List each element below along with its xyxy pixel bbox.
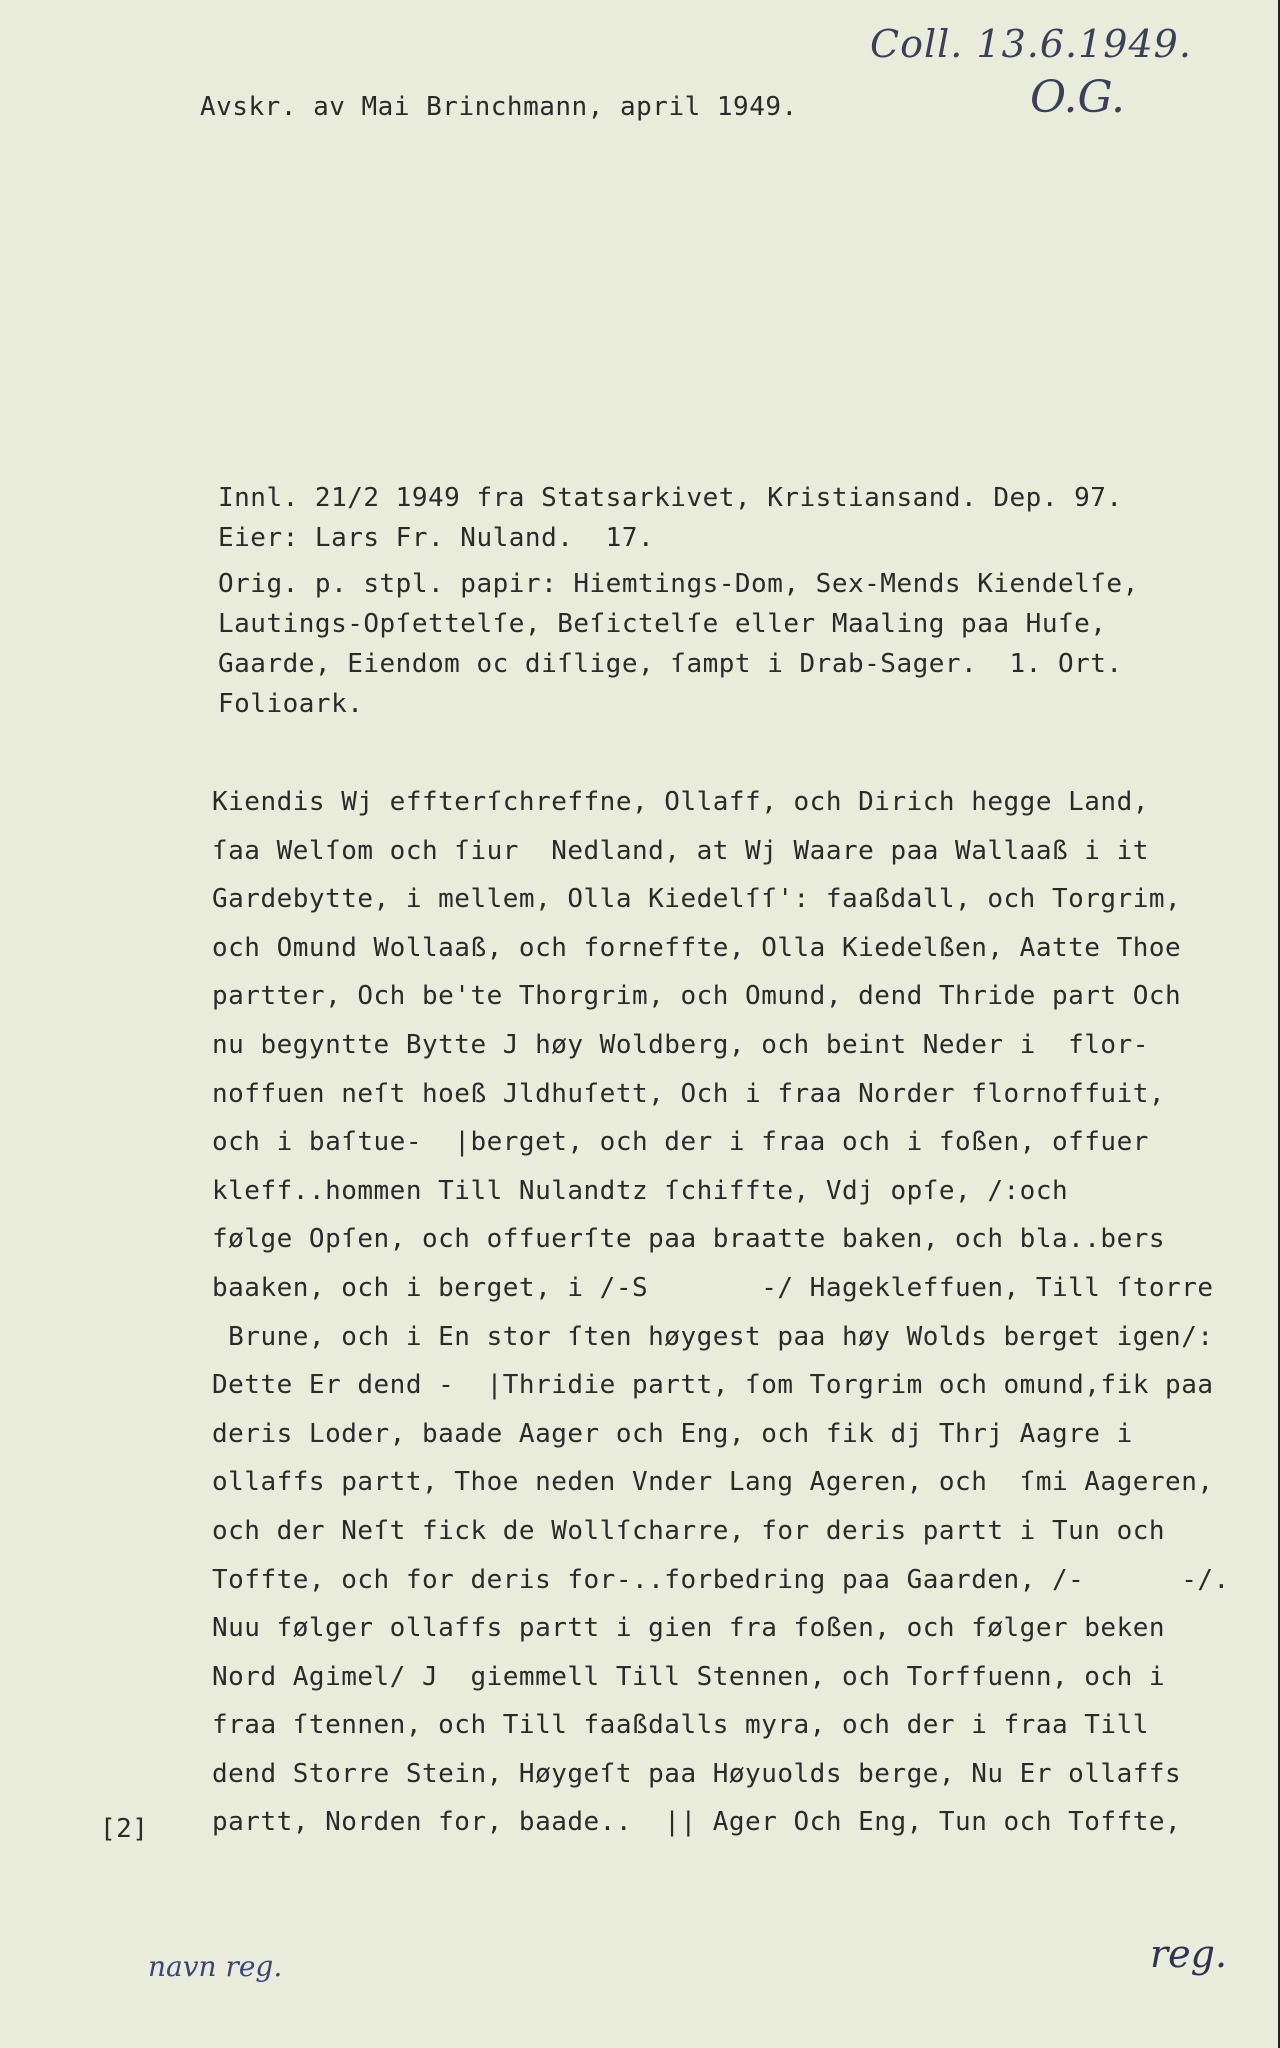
handwritten-note-right: reg.	[1150, 1932, 1228, 1976]
body-line: deris Loder, baade Aager och Eng, och fik dj Thrj Aagre i	[212, 1418, 1133, 1449]
transcription-header: Avskr. av Mai Brinchmann, april 1949.	[200, 92, 798, 122]
body-line: Dette Er dend - |Thridie partt, ſom Torgrim och omund,fik paa	[212, 1370, 1214, 1401]
metadata-line: Innl. 21/2 1949 fra Statsarkivet, Kristiansand. Dep. 97.	[218, 483, 1123, 513]
handwritten-collation-date: Coll. 13.6.1949.	[870, 22, 1192, 66]
body-line: noffuen neſt hoeß Jldhuſett, Och i fraa Norder flornoffuit,	[212, 1078, 1166, 1109]
archive-metadata	[218, 478, 1139, 724]
body-line: ollaffs partt, Thoe neden Vnder Lang Ageren, och ſmi Aageren,	[212, 1467, 1214, 1498]
body-line: och der Neſt fick de Wollſcharre, for deris partt i Tun och	[212, 1515, 1166, 1546]
body-line: Nord Agimel/ J giemmell Till Stennen, och Torffuenn, och i	[212, 1661, 1166, 1692]
body-line: Brune, och i En stor ſten høygest paa høy Wolds berget igen/:	[212, 1321, 1214, 1352]
body-line: Toffte, och for deris for-..forbedring paa Gaarden, /- -/.	[212, 1564, 1230, 1595]
body-line: och Omund Wollaaß, och forneffte, Olla Kiedelßen, Aatte Thoe	[212, 932, 1182, 963]
body-line: baaken, och i berget, i /-S -/ Hagekleffuen, Till ſtorre	[212, 1272, 1214, 1303]
body-line: Gardebytte, i mellem, Olla Kiedelſſ': faaßdall, och Torgrim,	[212, 884, 1182, 915]
body-line: nu begyntte Bytte J høy Woldberg, och beint Neder i flor-	[212, 1029, 1149, 1060]
body-line: ſaa Welſom och ſiur Nedland, at Wj Waare paa Wallaaß i it	[212, 835, 1149, 866]
body-line: kleff..hommen Till Nulandtz ſchiffte, Vdj opſe, /:och	[212, 1175, 1069, 1206]
handwritten-note-left: navn reg.	[148, 1950, 283, 1983]
metadata-line: Gaarde, Eiendom oc diſlige, ſampt i Drab-Sager. 1. Ort.	[218, 649, 1123, 679]
metadata-line: Folioark.	[218, 689, 364, 719]
metadata-line: Orig. p. stpl. papir: Hiemtings-Dom, Sex-Mends Kiendelſe,	[218, 569, 1139, 599]
body-line: och i baſtue- |berget, och der i fraa och i foßen, offuer	[212, 1127, 1149, 1158]
body-line: Kiendis Wj effterſchreffne, Ollaff, och Dirich hegge Land,	[212, 787, 1149, 817]
body-line: partt, Norden for, baade.. || Ager Och Eng, Tun och Toffte,	[212, 1807, 1182, 1838]
page-marker: [2]	[100, 1814, 149, 1844]
metadata-line: Lautings-Opſettelſe, Beſictelſe eller Maaling paa Huſe,	[218, 609, 1107, 639]
body-line: partter, Och be'te Thorgrim, och Omund, dend Thride part Och	[212, 981, 1182, 1012]
body-line: Nuu følger ollaffs partt i gien fra foßen, och følger beken	[212, 1613, 1166, 1644]
metadata-line: Eier: Lars Fr. Nuland. 17.	[218, 523, 655, 553]
body-line: dend Storre Stein, Høygeſt paa Høyuolds berge, Nu Er ollaffs	[212, 1758, 1182, 1789]
body-line: følge Opſen, och offuerſte paa braatte baken, och bla..bers	[212, 1224, 1166, 1255]
handwritten-initials: O.G.	[1030, 72, 1126, 123]
document-body	[212, 778, 1230, 1847]
body-line: fraa ſtennen, och Till faaßdalls myra, och der i fraa Till	[212, 1710, 1149, 1741]
